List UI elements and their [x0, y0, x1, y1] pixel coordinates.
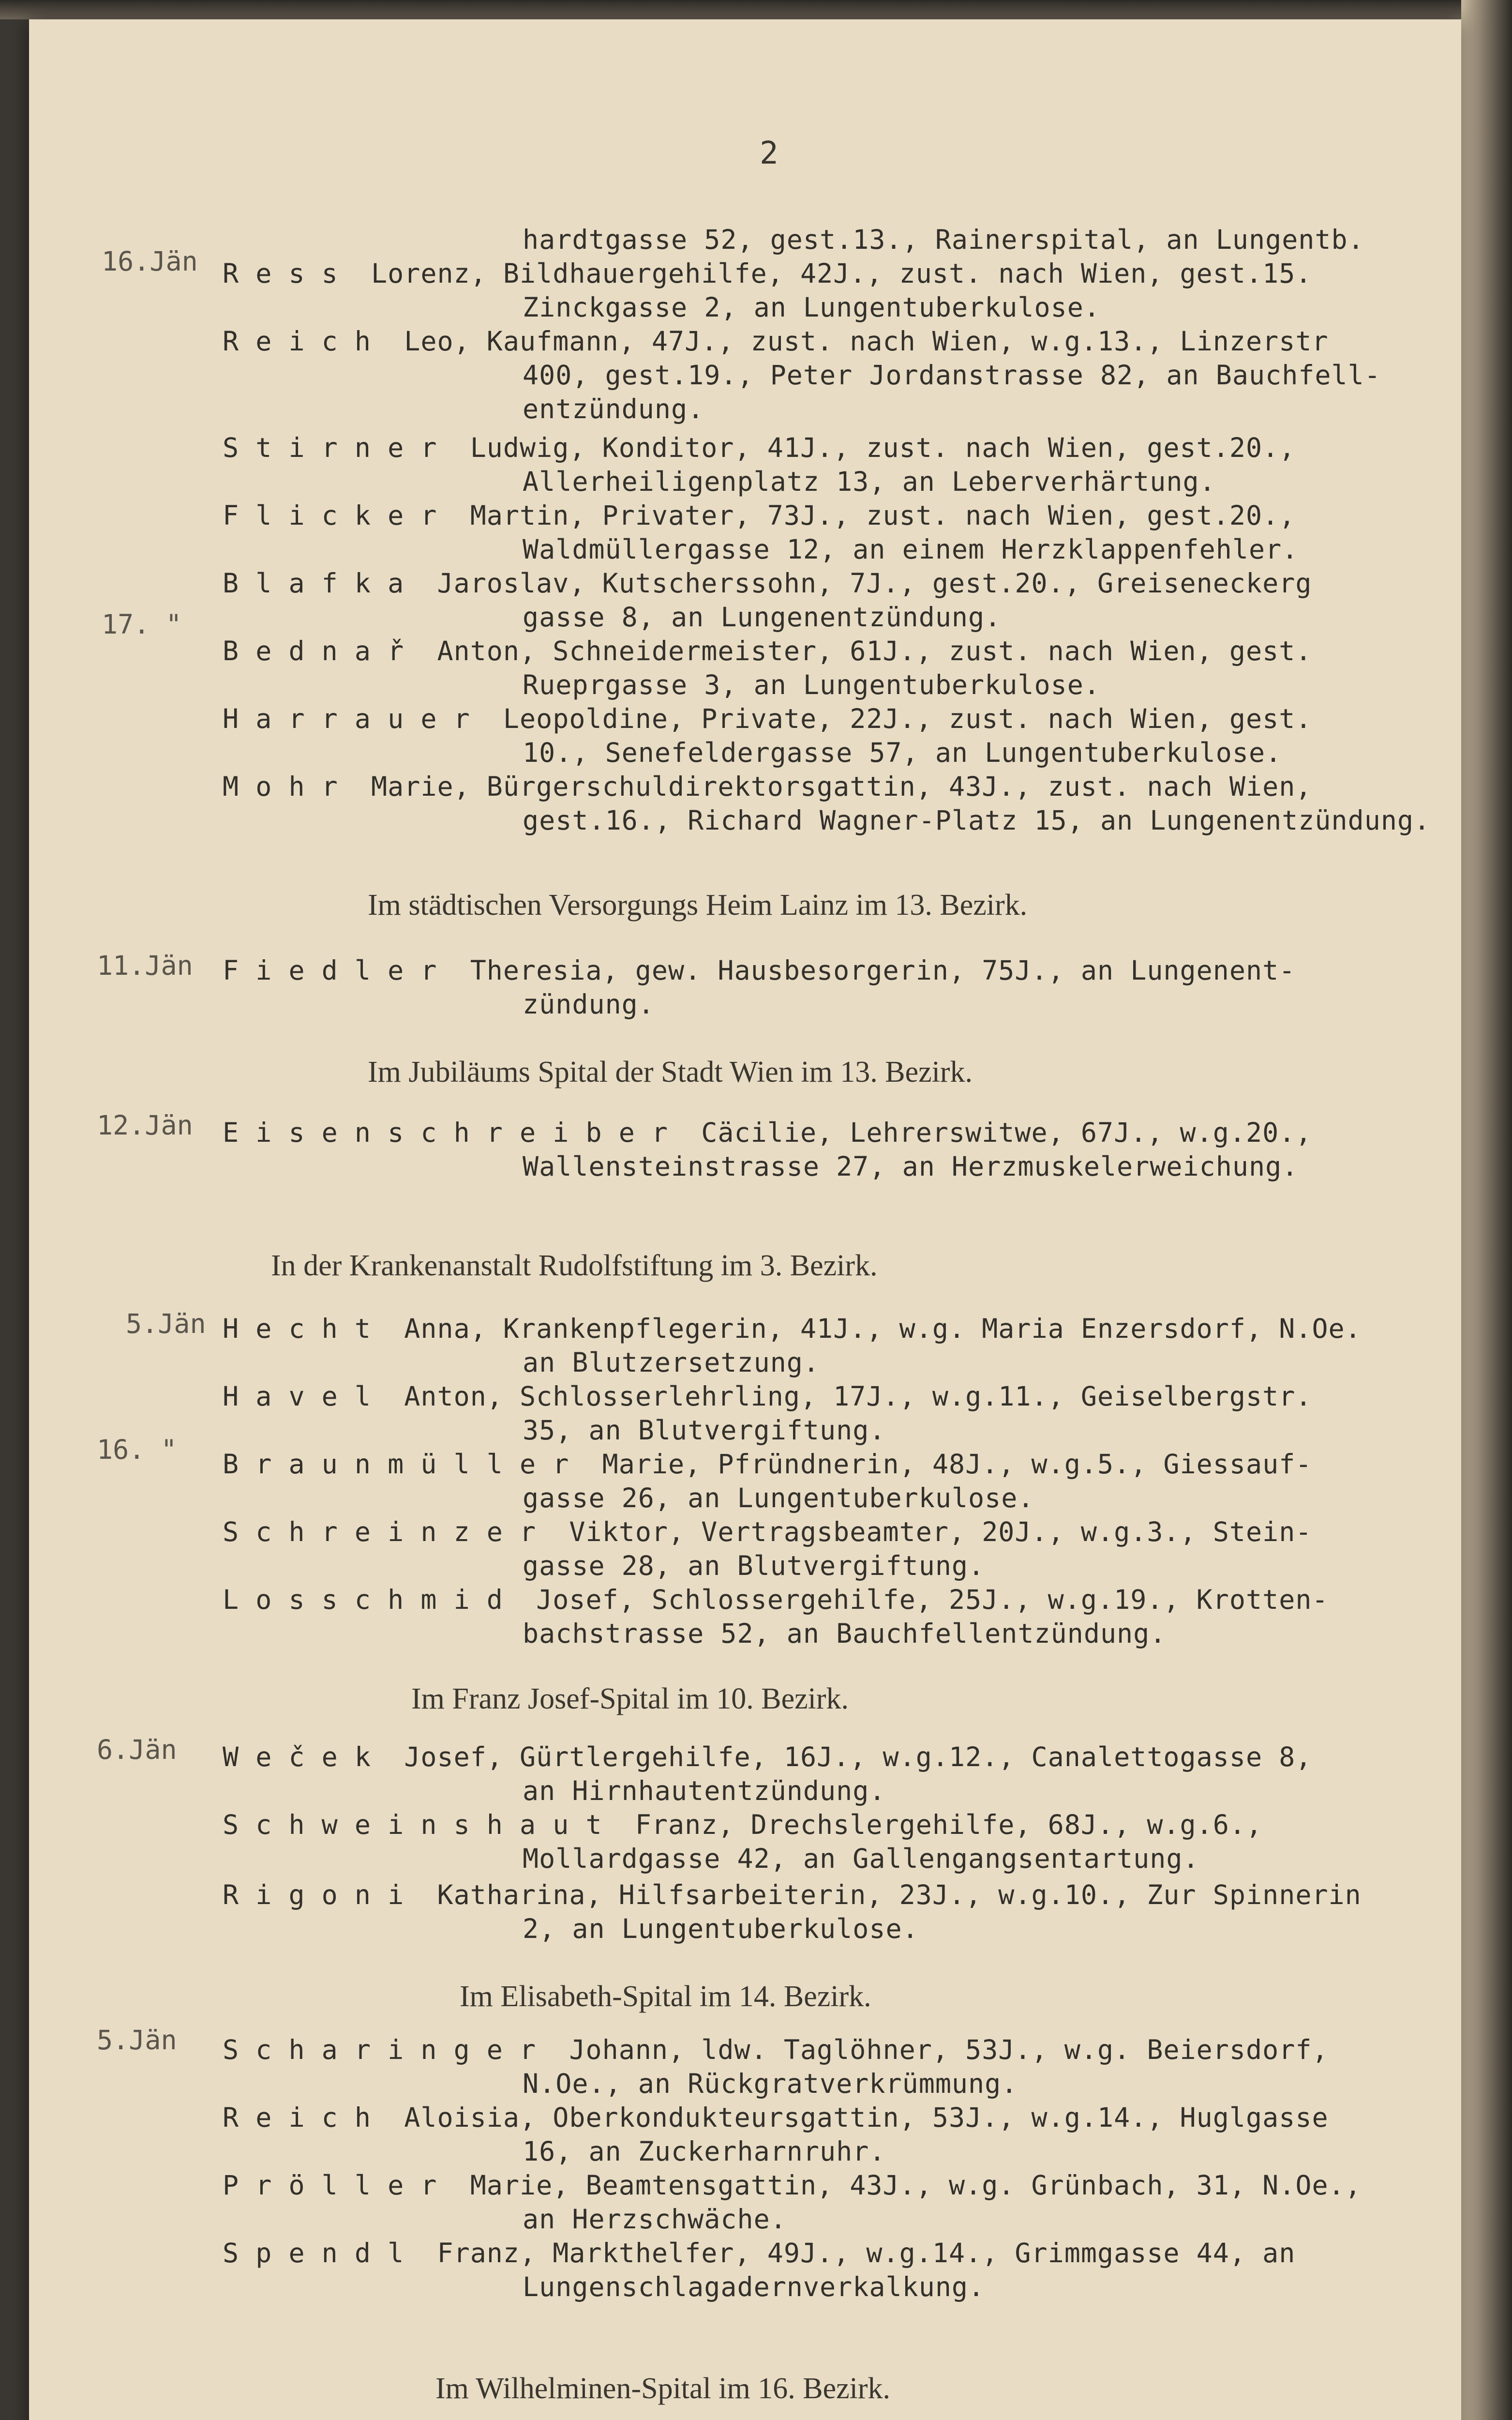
text-line: zündung. — [523, 989, 655, 1020]
text-line: H a v e l Anton, Schlosserlehrling, 17J., w.g.11., Geiselbergstr. — [223, 1381, 1312, 1412]
text-line: N.Oe., an Rückgratverkrümmung. — [523, 2068, 1018, 2099]
text-line: Waldmüllergasse 12, an einem Herzklappenfehler. — [523, 534, 1299, 565]
text-line: S c h a r i n g e r Johann, ldw. Taglöhner, 53J., w.g. Beiersdorf, — [223, 2034, 1329, 2065]
text-line: M o h r Marie, Bürgerschuldirektorsgattin, 43J., zust. nach Wien, — [223, 771, 1312, 802]
text-line: Rueprgasse 3, an Lungentuberkulose. — [523, 669, 1100, 700]
text-line: gasse 28, an Blutvergiftung. — [523, 1550, 985, 1581]
text-line: 16, an Zuckerharnruhr. — [523, 2136, 886, 2167]
text-line: an Herzschwäche. — [523, 2204, 787, 2235]
text-line: B l a f k a Jaroslav, Kutscherssohn, 7J., gest.20., Greiseneckerg — [223, 568, 1312, 599]
page-top-edge — [0, 0, 1512, 19]
text-line: F i e d l e r Theresia, gew. Hausbesorgerin, 75J., an Lungenent- — [223, 955, 1296, 986]
text-line: S c h r e i n z e r Viktor, Vertragsbeamter, 20J., w.g.3., Stein- — [223, 1516, 1312, 1547]
date-label: 6.Jän — [97, 1734, 177, 1765]
date-label: 16. " — [97, 1434, 177, 1465]
text-line: W e č e k Josef, Gürtlergehilfe, 16J., w.g.12., Canalettogasse 8, — [223, 1741, 1312, 1772]
text-line: Zinckgasse 2, an Lungentuberkulose. — [523, 292, 1100, 323]
text-line: 2, an Lungentuberkulose. — [523, 1913, 919, 1944]
section-heading: Im Elisabeth-Spital im 14. Bezirk. — [460, 1980, 871, 2013]
text-line: R e i c h Aloisia, Oberkondukteursgattin, 53J., w.g.14., Huglgasse — [223, 2102, 1329, 2133]
text-line: 10., Senefeldergasse 57, an Lungentuberkulose. — [523, 737, 1282, 768]
text-line: E i s e n s c h r e i b e r Cäcilie, Lehrerswitwe, 67J., w.g.20., — [223, 1117, 1312, 1148]
date-label: 5.Jän — [126, 1308, 206, 1339]
text-line: H a r r a u e r Leopoldine, Private, 22J., zust. nach Wien, gest. — [223, 703, 1312, 734]
text-line: Lungenschlagadernverkalkung. — [523, 2271, 985, 2302]
section-heading: Im Wilhelminen-Spital im 16. Bezirk. — [435, 2372, 890, 2405]
text-line: 35, an Blutvergiftung. — [523, 1415, 886, 1446]
text-line: B r a u n m ü l l e r Marie, Pfründnerin, 48J., w.g.5., Giessauf- — [223, 1449, 1312, 1480]
text-line: 400, gest.19., Peter Jordanstrasse 82, an Bauchfell- — [523, 360, 1381, 391]
text-line: entzündung. — [523, 393, 704, 424]
text-line: S t i r n e r Ludwig, Konditor, 41J., zust. nach Wien, gest.20., — [223, 432, 1296, 463]
text-line: Wallensteinstrasse 27, an Herzmuskelerweichung. — [523, 1151, 1299, 1182]
text-line: an Hirnhautentzündung. — [523, 1775, 886, 1806]
text-line: gasse 8, an Lungenentzündung. — [523, 602, 1002, 633]
text-line: R e s s Lorenz, Bildhauergehilfe, 42J., zust. nach Wien, gest.15. — [223, 258, 1312, 289]
text-line: Mollardgasse 42, an Gallengangsentartung. — [523, 1843, 1199, 1874]
text-line: L o s s c h m i d Josef, Schlossergehilfe, 25J., w.g.19., Krotten- — [223, 1584, 1329, 1615]
text-line: hardtgasse 52, gest.13., Rainerspital, an Lungentb. — [523, 224, 1364, 255]
section-heading: In der Krankenanstalt Rudolfstiftung im 3. Bezirk. — [271, 1249, 878, 1282]
document-page — [29, 19, 1461, 2420]
text-line: B e d n a ř Anton, Schneidermeister, 61J., zust. nach Wien, gest. — [223, 635, 1312, 666]
text-line: bachstrasse 52, an Bauchfellentzündung. — [523, 1618, 1167, 1649]
text-line: S p e n d l Franz, Markthelfer, 49J., w.g.14., Grimmgasse 44, an — [223, 2238, 1296, 2269]
date-label: 16.Jän — [102, 246, 198, 277]
date-label: 12.Jän — [97, 1110, 193, 1141]
text-line: Allerheiligenplatz 13, an Leberverhärtung. — [523, 466, 1216, 497]
text-line: S c h w e i n s h a u t Franz, Drechslergehilfe, 68J., w.g.6., — [223, 1809, 1263, 1840]
text-line: F l i c k e r Martin, Privater, 73J., zust. nach Wien, gest.20., — [223, 500, 1296, 531]
text-line: P r ö l l e r Marie, Beamtensgattin, 43J., w.g. Grünbach, 31, N.Oe., — [223, 2170, 1362, 2201]
section-heading: Im Jubiläums Spital der Stadt Wien im 13. Bezirk. — [368, 1056, 973, 1089]
page-right-edge — [1461, 0, 1512, 2420]
text-line: an Blutzersetzung. — [523, 1347, 820, 1378]
text-line: gest.16., Richard Wagner-Platz 15, an Lungenentzündung. — [523, 805, 1431, 836]
text-line: gasse 26, an Lungentuberkulose. — [523, 1482, 1034, 1513]
date-label: 11.Jän — [97, 950, 193, 981]
page-number: 2 — [760, 136, 778, 171]
date-label: 17. " — [102, 609, 182, 640]
text-line: R e i c h Leo, Kaufmann, 47J., zust. nach Wien, w.g.13., Linzerstr — [223, 326, 1329, 357]
text-line: R i g o n i Katharina, Hilfsarbeiterin, 23J., w.g.10., Zur Spinnerin — [223, 1879, 1362, 1910]
section-heading: Im Franz Josef-Spital im 10. Bezirk. — [411, 1682, 849, 1715]
text-line: H e c h t Anna, Krankenpflegerin, 41J., w.g. Maria Enzersdorf, N.Oe. — [223, 1313, 1362, 1344]
section-heading: Im städtischen Versorgungs Heim Lainz im 13. Bezirk. — [368, 889, 1028, 922]
date-label: 5.Jän — [97, 2025, 177, 2056]
